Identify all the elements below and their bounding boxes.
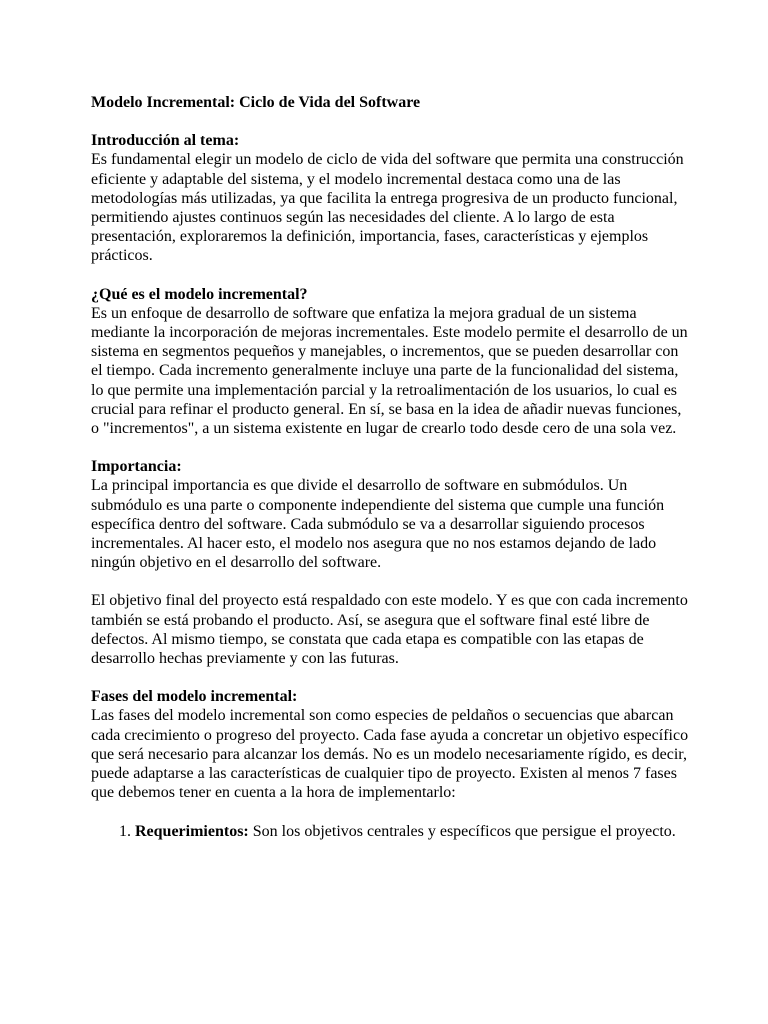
section-que-es <box>91 285 691 439</box>
phases-list <box>91 822 691 841</box>
list-item <box>135 822 691 841</box>
section-paragraph: Las fases del modelo incremental son como especies de peldaños o secuencias que abarcan cada crecimiento o progreso del proyecto. Cada fase ayuda a concretar un objetivo específico que será necesario para alcanzar los demás. No es un modelo necesariamente rígido, es decir, puede adaptarse a las características de cualquier tipo de proyecto. Existen al menos 7 fases que debemos tener en cuenta a la hora de implementarlo: <box>91 707 689 802</box>
section-paragraph: Es un enfoque de desarrollo de software que enfatiza la mejora gradual de un sistema mediante la incorporación de mejoras incrementales. Este modelo permite el desarrollo de un sistema en segmentos pequeños y manejables, o incrementos, que se pueden desarrollar con el tiempo. Cada incremento generalmente incluye una parte de la funcionalidad del sistema, lo que permite una implementación parcial y la retroalimentación de los usuarios, lo cual es crucial para refinar el producto general. En sí, se basa en la idea de añadir nuevas funciones, o "incrementos", a un sistema existente en lugar de crearlo todo desde cero de una sola vez. <box>91 304 688 438</box>
section-introduccion <box>91 131 691 265</box>
section-paragraph: La principal importancia es que divide el desarrollo de software en submódulos. Un submódulo es una parte o componente independiente del sistema que cumple una función específica dentro del software. Cada submódulo se va a desarrollar siguiendo procesos incrementales. Al hacer esto, el modelo nos asegura que no nos estamos dejando de lado ningún objetivo en el desarrollo del software. <box>91 477 665 572</box>
document-page <box>91 93 691 841</box>
section-paragraph: El objetivo final del proyecto está respaldado con este modelo. Y es que con cada incremento también se está probando el producto. Así, se asegura que el software final esté libre de defectos. Al mismo tiempo, se constata que cada etapa es compatible con las etapas de desarrollo hechas previamente y con las futuras. <box>91 592 688 668</box>
list-item-term: Requerimientos: <box>135 822 249 840</box>
section-paragraph: Es fundamental elegir un modelo de ciclo de vida del software que permita una construcción eficiente y adaptable del sistema, y el modelo incremental destaca como una de las metodologías más utilizadas, ya que facilita la entrega progresiva de un producto funcional, permitiendo ajustes continuos según las necesidades del cliente. A lo largo de esta presentación, exploraremos la definición, importancia, fases, características y ejemplos prácticos. <box>91 151 684 265</box>
section-heading: Importancia: <box>91 458 182 476</box>
section-fases <box>91 687 691 802</box>
section-heading: Fases del modelo incremental: <box>91 688 298 706</box>
section-heading: ¿Qué es el modelo incremental? <box>91 285 308 303</box>
list-item-text: Son los objetivos centrales y específicos que persigue el proyecto. <box>248 822 676 840</box>
document-title: Modelo Incremental: Ciclo de Vida del Software <box>91 94 421 111</box>
section-importancia <box>91 457 691 668</box>
section-heading: Introducción al tema: <box>91 132 240 150</box>
